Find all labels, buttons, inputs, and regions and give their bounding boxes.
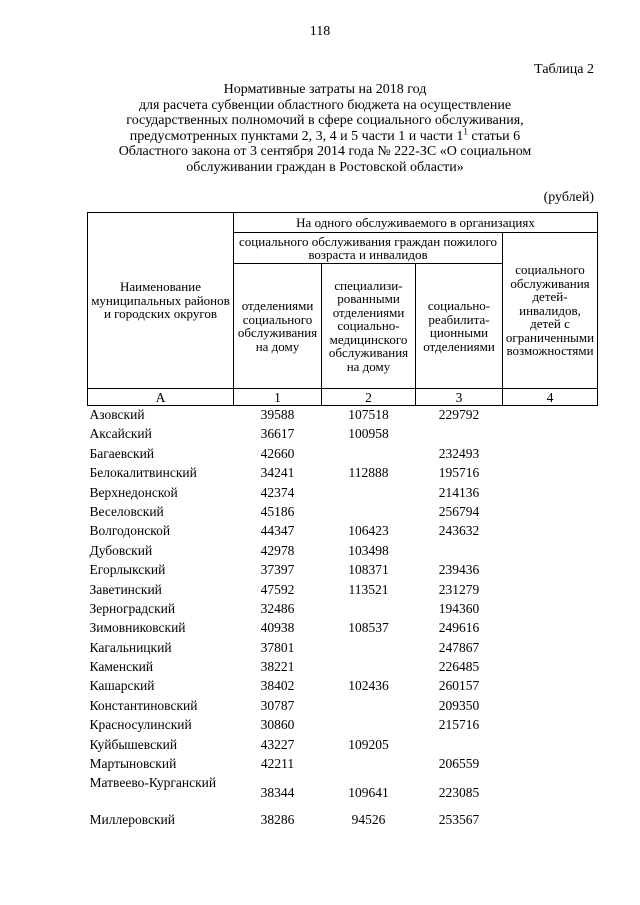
district-name-cell: Константиновский	[89, 697, 198, 713]
table-row	[88, 542, 598, 561]
title-line-6: обслуживании граждан в Ростовской области»	[186, 159, 464, 175]
home-care-cell: 42978	[260, 542, 295, 558]
children-cell	[503, 522, 598, 541]
district-name-cell: Заветинский	[89, 581, 162, 597]
header-num-2: 2	[322, 389, 416, 406]
rehab-cell: 209350	[438, 697, 480, 713]
header-col-1: отделениями социального обслуживания на дому	[234, 264, 322, 389]
table-row	[88, 639, 598, 658]
district-name-cell: Волгодонской	[89, 523, 171, 539]
children-cell	[503, 581, 598, 600]
children-cell	[503, 639, 598, 658]
title-line-2: для расчета субвенции областного бюджета на осуществление	[138, 97, 512, 113]
children-cell	[503, 658, 598, 677]
rehab-cell	[416, 425, 503, 444]
district-name-cell: Миллеровский	[89, 812, 175, 828]
medical-home-care-cell: 103498	[348, 542, 389, 558]
table-header	[88, 213, 598, 406]
units-label: (рублей)	[543, 190, 594, 205]
district-name-cell: Белокалитвинский	[89, 465, 197, 481]
table-title	[80, 82, 570, 175]
header-num-3: 3	[416, 389, 503, 406]
home-care-cell: 30860	[260, 717, 295, 733]
home-care-cell: 47592	[260, 581, 295, 597]
children-cell	[503, 697, 598, 716]
title-line-1: Нормативные затраты на 2018 год	[223, 82, 427, 97]
rehab-cell: 214136	[438, 484, 480, 500]
children-cell	[503, 811, 598, 830]
medical-home-care-cell	[322, 716, 416, 735]
rehab-cell: 253567	[438, 812, 480, 828]
title-superscript: 1	[463, 125, 468, 136]
home-care-cell: 37397	[260, 562, 295, 578]
table-body	[88, 406, 598, 831]
table-row	[88, 581, 598, 600]
title-line-4-tail: статьи 6	[467, 128, 521, 144]
rehab-cell: 229792	[438, 407, 480, 422]
table-row	[88, 561, 598, 580]
table-row	[88, 522, 598, 541]
home-care-cell: 43227	[260, 736, 295, 752]
medical-home-care-cell	[322, 600, 416, 619]
home-care-cell: 32486	[260, 600, 295, 616]
children-cell	[503, 774, 598, 811]
rehab-cell: 243632	[438, 523, 480, 539]
home-care-cell: 42374	[260, 484, 295, 500]
home-care-cell: 38402	[260, 678, 295, 694]
rehab-cell	[416, 542, 503, 561]
table-row	[88, 619, 598, 638]
rehab-cell: 226485	[438, 659, 480, 675]
children-cell	[503, 716, 598, 735]
district-name-cell: Егорлыкский	[89, 562, 166, 578]
header-col-2: специализированными отделениями социально-медицинского обслуживания на дому	[322, 264, 416, 389]
children-cell	[503, 503, 598, 522]
table-row	[88, 425, 598, 444]
table-row	[88, 697, 598, 716]
table-row	[88, 503, 598, 522]
medical-home-care-cell	[322, 639, 416, 658]
costs-table	[87, 212, 598, 831]
medical-home-care-cell: 109641	[348, 785, 389, 801]
home-care-cell: 34241	[260, 465, 295, 481]
table-row	[88, 464, 598, 483]
children-cell	[503, 561, 598, 580]
home-care-cell: 30787	[260, 697, 295, 713]
page-number: 118	[309, 24, 331, 39]
title-line-4	[80, 125, 570, 145]
district-name-cell: Веселовский	[89, 503, 164, 519]
children-cell	[503, 755, 598, 774]
medical-home-care-cell	[322, 697, 416, 716]
rehab-cell: 223085	[438, 785, 480, 801]
header-num-4: 4	[503, 389, 598, 406]
medical-home-care-cell: 102436	[348, 678, 389, 694]
title-line-3: государственных полномочий в сфере социального обслуживания,	[126, 113, 524, 128]
header-children: социального обслуживания детей-инвалидов, детей с ограниченными возможностями	[503, 233, 598, 389]
header-per-person: На одного обслуживаемого в организациях	[234, 213, 598, 233]
table-row	[88, 774, 598, 811]
medical-home-care-cell: 100958	[348, 426, 389, 442]
medical-home-care-cell: 106423	[348, 523, 389, 539]
medical-home-care-cell: 108537	[348, 620, 389, 636]
district-name-cell: Азовский	[89, 407, 145, 422]
header-number-row	[88, 389, 598, 406]
district-name-cell: Верхнедонской	[89, 484, 178, 500]
home-care-cell: 45186	[260, 503, 295, 519]
header-col-3: социально-реабилитационными отделениями	[416, 264, 503, 389]
medical-home-care-cell	[322, 658, 416, 677]
header-row-1	[88, 213, 598, 233]
medical-home-care-cell: 108371	[348, 562, 389, 578]
table-row	[88, 736, 598, 755]
children-cell	[503, 600, 598, 619]
table-row	[88, 600, 598, 619]
home-care-cell: 37801	[260, 639, 295, 655]
medical-home-care-cell	[322, 484, 416, 503]
medical-home-care-cell	[322, 755, 416, 774]
district-name-cell: Зерноградский	[89, 600, 176, 616]
rehab-cell: 194360	[438, 600, 480, 616]
title-line-5: Областного закона от 3 сентября 2014 года № 222-ЗС «О социальном	[118, 144, 532, 159]
header-elderly: социального обслуживания граждан пожилого возраста и инвалидов	[234, 233, 503, 264]
table-row	[88, 755, 598, 774]
rehab-cell: 206559	[438, 756, 480, 772]
medical-home-care-cell: 94526	[351, 812, 386, 828]
home-care-cell: 40938	[260, 620, 295, 636]
district-name-cell: Аксайский	[89, 426, 152, 442]
rehab-cell: 249616	[438, 620, 480, 636]
children-cell	[503, 677, 598, 696]
home-care-cell: 42660	[260, 445, 295, 461]
children-cell	[503, 406, 598, 426]
children-cell	[503, 445, 598, 464]
district-name-cell: Матвеево-Курганский	[89, 775, 217, 791]
children-cell	[503, 619, 598, 638]
rehab-cell: 232493	[438, 445, 480, 461]
rehab-cell: 256794	[438, 503, 480, 519]
district-name-cell: Зимовниковский	[89, 620, 186, 636]
rehab-cell	[416, 736, 503, 755]
title-line-4-text: предусмотренных пунктами 2, 3, 4 и 5 части 1 и части 1	[129, 128, 464, 144]
district-name-cell: Кагальницкий	[89, 639, 172, 655]
home-care-cell: 36617	[260, 426, 295, 442]
home-care-cell: 42211	[260, 756, 295, 772]
header-name-column: Наименование муниципальных районов и городских округов	[88, 213, 234, 389]
children-cell	[503, 736, 598, 755]
district-name-cell: Куйбышевский	[89, 736, 178, 752]
table-row	[88, 658, 598, 677]
table-row	[88, 677, 598, 696]
table-row	[88, 406, 598, 426]
home-care-cell: 39588	[260, 407, 295, 422]
medical-home-care-cell: 107518	[348, 407, 389, 422]
home-care-cell: 38221	[260, 659, 295, 675]
rehab-cell: 195716	[438, 465, 480, 481]
home-care-cell: 38344	[260, 785, 295, 801]
table-row	[88, 484, 598, 503]
table-label: Таблица 2	[534, 62, 594, 77]
header-num-a: А	[88, 389, 234, 406]
medical-home-care-cell: 113521	[348, 581, 389, 597]
district-name-cell: Дубовский	[89, 542, 153, 558]
district-name-cell: Красносулинский	[89, 717, 192, 733]
children-cell	[503, 484, 598, 503]
home-care-cell: 38286	[260, 812, 295, 828]
medical-home-care-cell: 109205	[348, 736, 389, 752]
home-care-cell: 44347	[260, 523, 295, 539]
district-name-cell: Кашарский	[89, 678, 155, 694]
header-num-1: 1	[234, 389, 322, 406]
children-cell	[503, 425, 598, 444]
medical-home-care-cell: 112888	[348, 465, 389, 481]
rehab-cell: 260157	[438, 678, 480, 694]
medical-home-care-cell	[322, 445, 416, 464]
rehab-cell: 215716	[438, 717, 480, 733]
district-name-cell: Каменский	[89, 659, 154, 675]
table-row	[88, 716, 598, 735]
children-cell	[503, 464, 598, 483]
table-row	[88, 811, 598, 830]
medical-home-care-cell	[322, 503, 416, 522]
children-cell	[503, 542, 598, 561]
table-row	[88, 445, 598, 464]
district-name-cell: Багаевский	[89, 445, 155, 461]
rehab-cell: 247867	[438, 639, 480, 655]
district-name-cell: Мартыновский	[89, 756, 177, 772]
rehab-cell: 231279	[438, 581, 480, 597]
rehab-cell: 239436	[438, 562, 480, 578]
